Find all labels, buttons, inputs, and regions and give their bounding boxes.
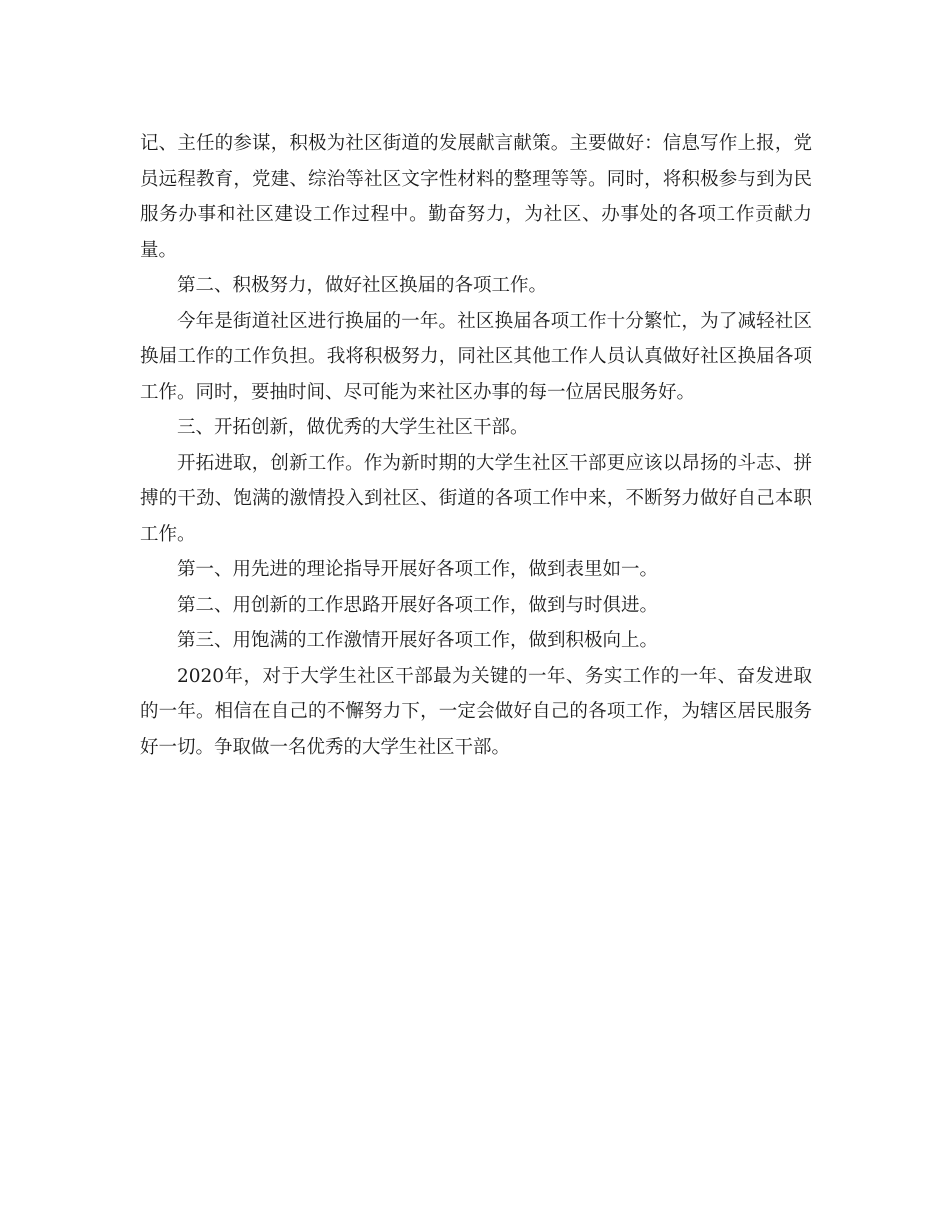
paragraph-3: 今年是街道社区进行换届的一年。社区换届各项工作十分繁忙，为了减轻社区换届工作的工作负担。我将积极努力，同社区其他工作人员认真做好社区换届各项工作。同时，要抽时间、尽可能为来社区办事的每一位居民服务好。 (140, 310, 812, 403)
paragraph-8: 第三、用饱满的工作激情开展好各项工作，做到积极向上。 (177, 630, 659, 651)
paragraph-6: 第一、用先进的理论指导开展好各项工作，做到表里如一。 (177, 559, 659, 580)
paragraph-5: 开拓进取，创新工作。作为新时期的大学生社区干部更应该以昂扬的斗志、拼搏的干劲、饱满的激情投入到社区、街道的各项工作中来，不断努力做好自己本职工作。 (140, 452, 812, 545)
paragraph-4: 三、开拓创新，做优秀的大学生社区干部。 (177, 417, 529, 438)
document-body (140, 126, 812, 765)
paragraph-2: 第二、积极努力，做好社区换届的各项工作。 (177, 275, 548, 296)
paragraph-7: 第二、用创新的工作思路开展好各项工作，做到与时俱进。 (177, 594, 659, 616)
paragraph-1: 记、主任的参谋，积极为社区街道的发展献言献策。主要做好：信息写作上报，党员远程教育，党建、综治等社区文字性材料的整理等等。同时，将积极参与到为民服务办事和社区建设工作过程中。勤奋努力，为社区、办事处的各项工作贡献力量。 (140, 133, 812, 261)
paragraph-9: 2020年，对于大学生社区干部最为关键的一年、务实工作的一年、奋发进取的一年。相信在自己的不懈努力下，一定会做好自己的各项工作，为辖区居民服务好一切。争取做一名优秀的大学生社区干部。 (140, 665, 812, 758)
